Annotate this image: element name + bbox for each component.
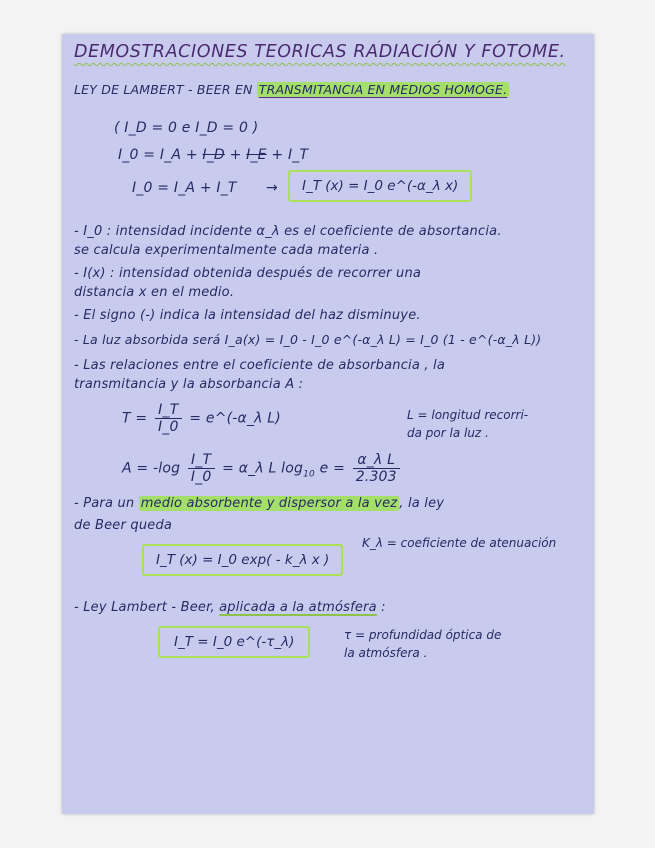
- text-line-7: - Las relaciones entre el coeficiente de absorbancia , la: [74, 358, 446, 373]
- medium-highlight: medio absorbente y dispersor a la vez: [140, 496, 398, 511]
- a-eq-lhs: A = -log: [122, 460, 181, 477]
- fraction-numerator: α_λ L: [353, 452, 400, 469]
- length-note-line-1: L = longitud recorri-: [407, 408, 529, 422]
- eq2-part-e: + I_T: [266, 147, 309, 163]
- eq2-part-b: I_D: [202, 147, 225, 163]
- fraction-denominator: 2.303: [355, 469, 397, 485]
- eq2-part-a: I_0 = I_A +: [118, 147, 203, 163]
- optical-depth-note-line-2: la atmósfera .: [344, 646, 428, 660]
- text-line-5: - El signo (-) indica la intensidad del haz disminuye.: [74, 308, 421, 323]
- text-line-2: se calcula experimentalmente cada materia .: [74, 243, 379, 258]
- page-title: DEMOSTRACIONES TEORICAS RADIACIÓN Y FOTOME.: [74, 42, 566, 62]
- medium-suffix: , la ley: [399, 496, 445, 511]
- text-atmosphere-line: [74, 600, 386, 615]
- fraction: [353, 452, 400, 485]
- atm-suffix: :: [376, 600, 386, 615]
- a-eq-equals: =: [333, 460, 346, 477]
- t-eq-lhs: T =: [122, 410, 148, 427]
- length-note-line-2: da por la luz .: [407, 426, 489, 440]
- text-line-8: transmitancia y la absorbancia A :: [74, 377, 304, 392]
- equation-absorbance: [122, 452, 403, 485]
- equation-intensity-sum: [118, 147, 308, 163]
- heading-prefix: LEY DE LAMBERT - BEER EN: [74, 82, 257, 97]
- attenuation-note: K_λ = coeficiente de atenuación: [362, 536, 557, 550]
- equation-conditions: ( I_D = 0 e I_D = 0 ): [114, 120, 259, 136]
- medium-prefix: - Para un: [74, 496, 139, 511]
- text-line-6: - La luz absorbida será I_a(x) = I_0 - I_0 e^(-α_λ L) = I_0 (1 - e^(-α_λ L)): [74, 332, 542, 347]
- fraction-numerator: I_T: [188, 452, 215, 469]
- optical-depth-note-line-1: τ = profundidad óptica de: [344, 628, 502, 642]
- eq2-part-c: +: [224, 147, 247, 163]
- log-base: 10: [303, 469, 315, 480]
- heading-highlight: TRANSMITANCIA EN MEDIOS HOMOGE.: [258, 82, 508, 97]
- atm-prefix: - Ley Lambert - Beer,: [74, 600, 220, 615]
- notebook-page: [62, 34, 594, 814]
- a-eq-mid: = α_λ L log: [222, 460, 304, 477]
- text-beer-line: de Beer queda: [74, 518, 173, 533]
- text-medium-line: [74, 496, 444, 511]
- fraction-denominator: I_0: [190, 469, 212, 485]
- optical-depth-note: [344, 626, 501, 662]
- text-line-4: distancia x en el medio.: [74, 285, 235, 300]
- text-line-3: - I(x) : intensidad obtenida después de recorrer una: [74, 266, 422, 281]
- fraction-numerator: I_T: [155, 402, 182, 419]
- section-heading: [74, 82, 509, 97]
- boxed-equation-transmitted-intensity: I_T (x) = I_0 e^(-α_λ x): [288, 170, 472, 202]
- t-eq-rhs: = e^(-α_λ L): [189, 410, 281, 427]
- equation-simplified: I_0 = I_A + I_T: [132, 180, 237, 196]
- arrow-icon: →: [266, 180, 278, 196]
- fraction: [155, 402, 182, 435]
- fraction: [188, 452, 215, 485]
- fraction-denominator: I_0: [158, 419, 179, 435]
- atm-underline: aplicada a la atmósfera: [219, 600, 377, 615]
- text-line-1: - I_0 : intensidad incidente α_λ es el coeficiente de absortancia.: [74, 224, 502, 239]
- boxed-equation-attenuation: I_T (x) = I_0 exp( - k_λ x ): [142, 544, 343, 576]
- a-eq-e: e: [319, 460, 329, 477]
- eq2-part-d: I_E: [246, 147, 267, 163]
- length-note: [407, 406, 528, 442]
- boxed-equation-optical-depth: I_T = I_0 e^(-τ_λ): [158, 626, 310, 658]
- equation-transmittance: [122, 402, 281, 435]
